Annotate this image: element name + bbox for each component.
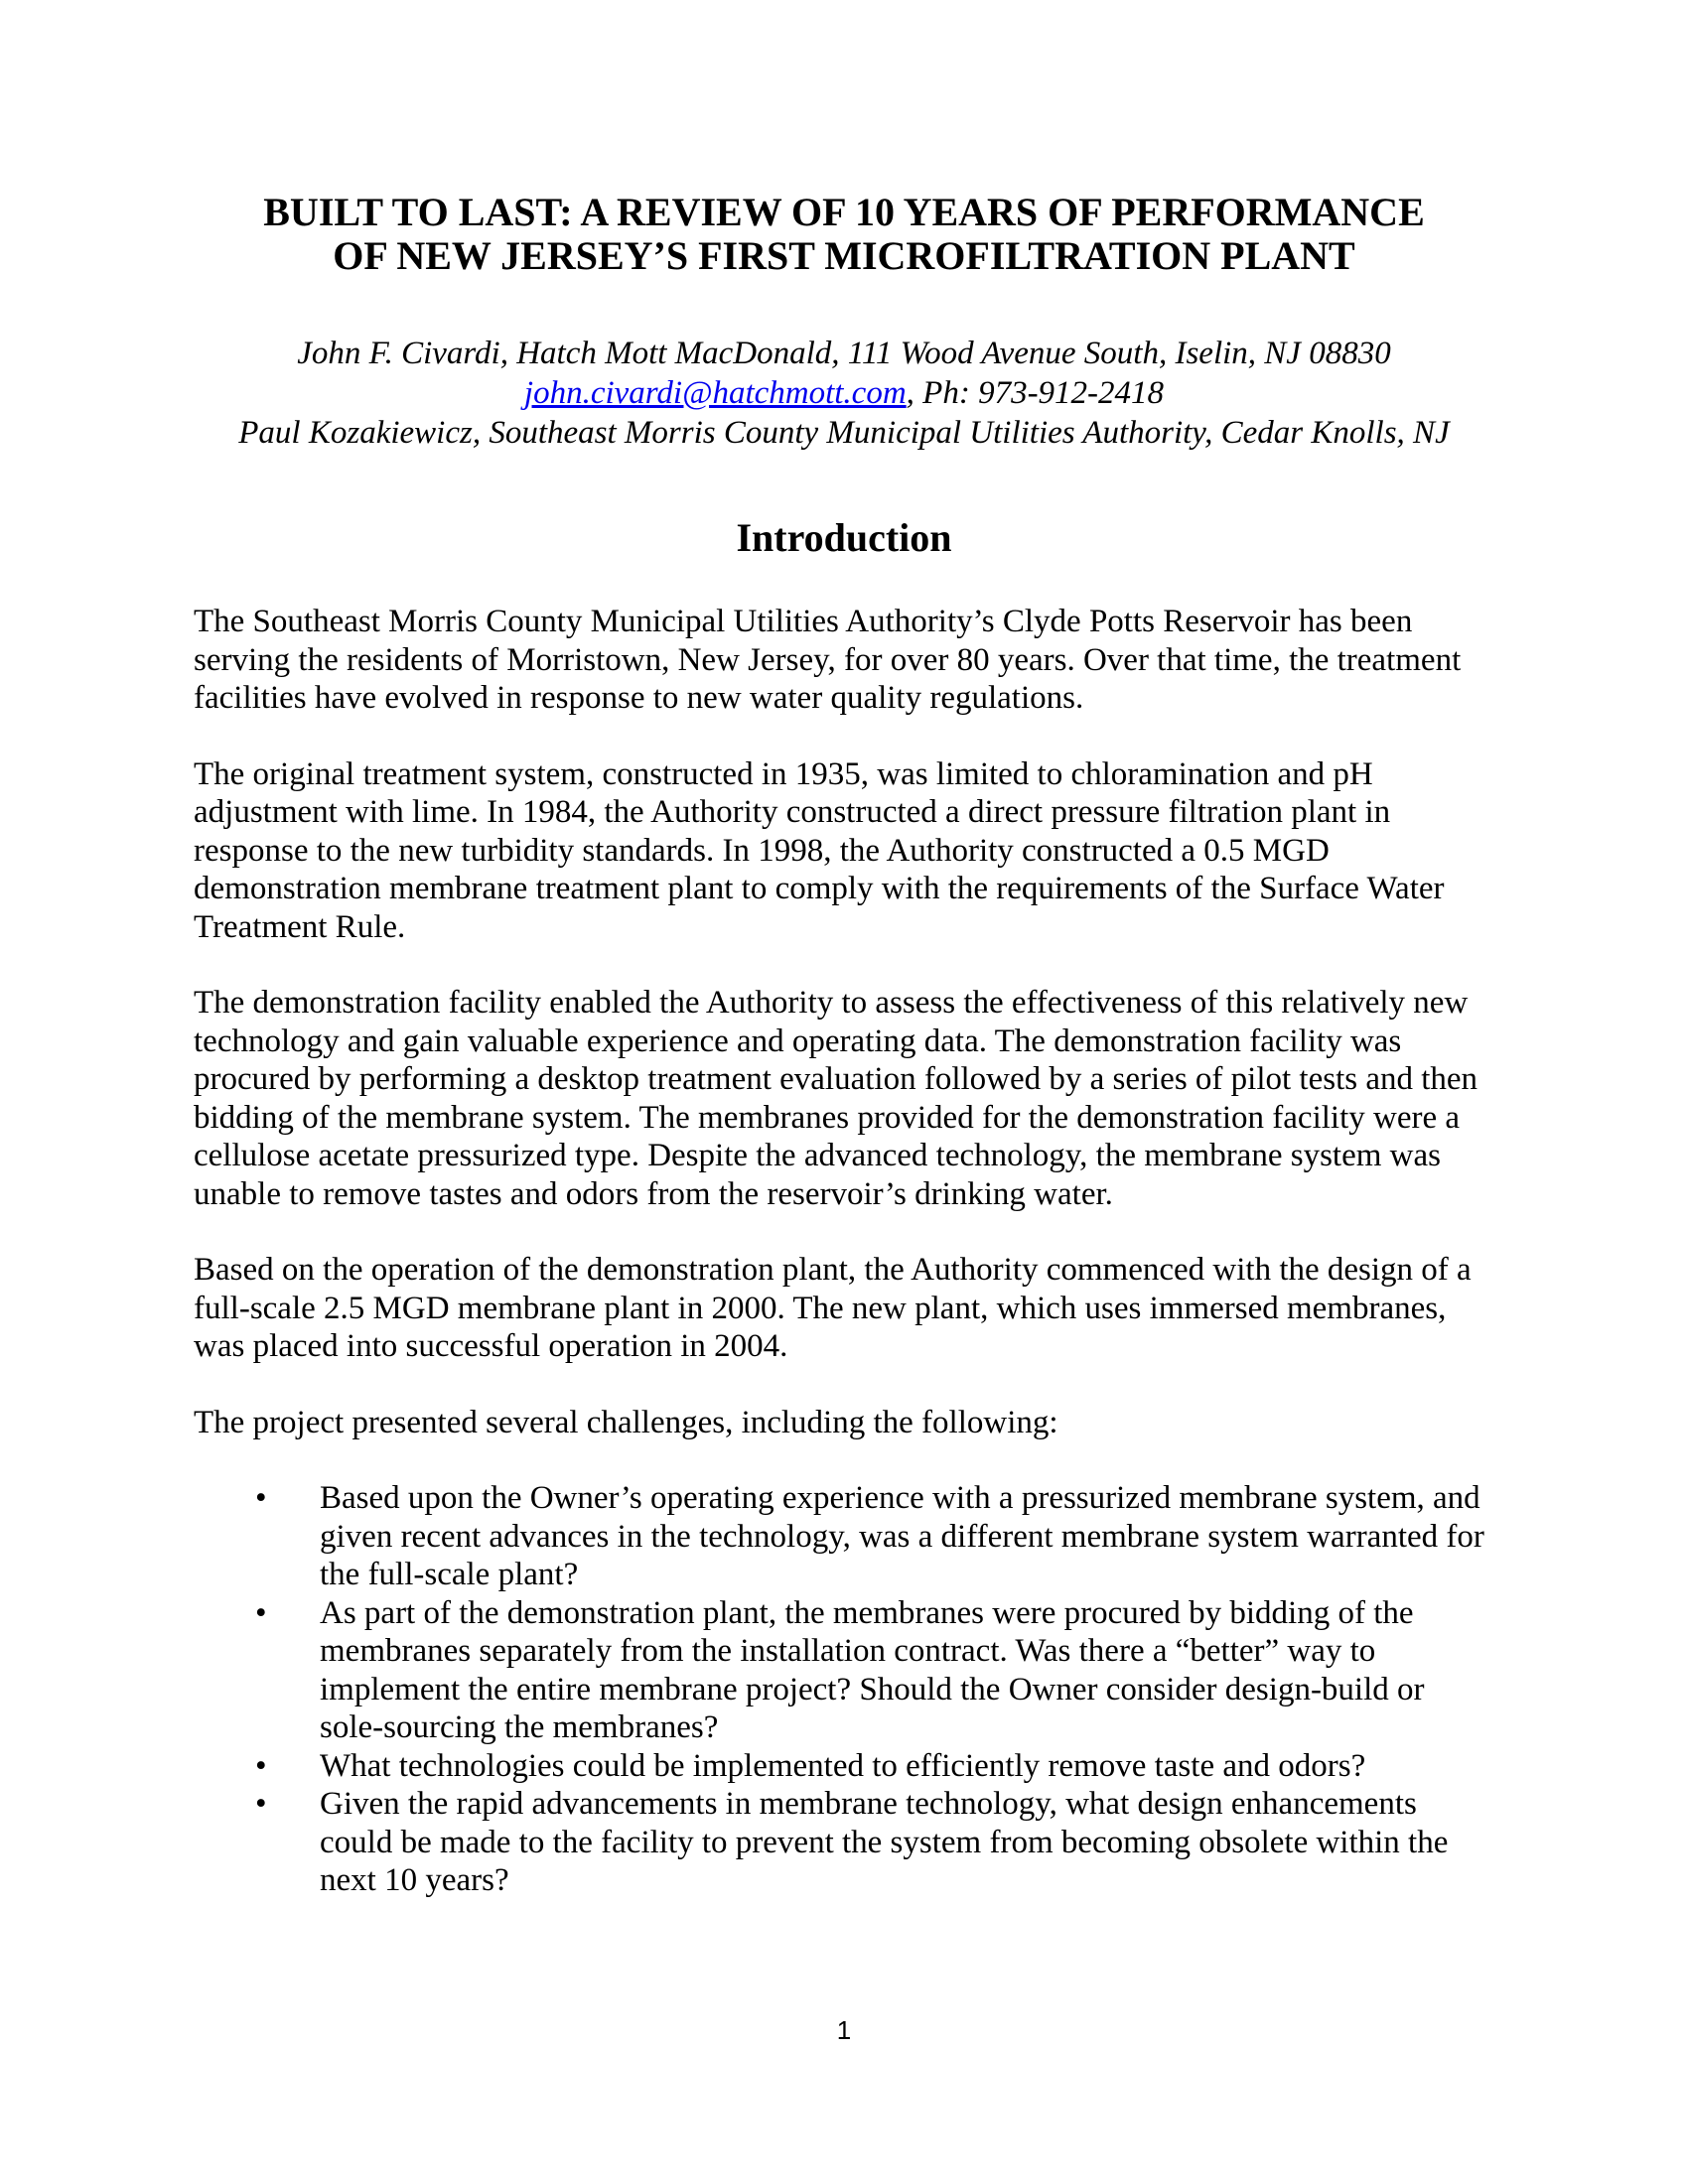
author-line-3: Paul Kozakiewicz, Southeast Morris County Municipal Utilities Authority, Cedar Knolls, NJ	[238, 415, 1450, 451]
bullet-item-4	[194, 1785, 1494, 1900]
paragraph-1: The Southeast Morris County Municipal Utilities Authority’s Clyde Potts Reservoir has been serving the residents of Morristown, New Jersey, for over 80 years. Over that time, the treatment facilities have evolved in response to new water quality regulations.	[194, 604, 1462, 716]
author-phone: , Ph: 973-912-2418	[906, 375, 1165, 411]
bullet-text-2: As part of the demonstration plant, the membranes were procured by bidding of the membranes separately from the installation contract. Was there a “better” way to implement the entire membrane project? Should the Owner consider design-build or sole-sourcing the membranes?	[320, 1594, 1425, 1745]
paragraph-5: The project presented several challenges, including the following:	[194, 1404, 1058, 1440]
bullet-text-3: What technologies could be implemented to efficiently remove taste and odors?	[320, 1747, 1366, 1784]
bullet-icon: •	[255, 1594, 267, 1631]
email-link[interactable]: john.civardi@hatchmott.com	[523, 375, 907, 411]
author-line-1: John F. Civardi, Hatch Mott MacDonald, 111 Wood Avenue South, Iselin, NJ 08830	[297, 336, 1391, 371]
bullet-icon: •	[255, 1786, 267, 1822]
bullet-item-2	[194, 1594, 1494, 1747]
author-block	[194, 334, 1494, 453]
bullet-item-3	[194, 1747, 1494, 1786]
section-heading-introduction: Introduction	[736, 515, 952, 560]
bullet-text-1: Based upon the Owner’s operating experience with a pressurized membrane system, and given recent advances in the technology, was a different membrane system warranted for the full-scale plant?	[320, 1480, 1484, 1592]
paper-title	[194, 191, 1494, 278]
paper-title-line-2: OF NEW JERSEY’S FIRST MICROFILTRATION PLANT	[333, 233, 1355, 278]
bullet-item-1	[194, 1479, 1494, 1594]
bullet-icon: •	[255, 1747, 267, 1784]
author-line-2	[194, 373, 1494, 413]
bullet-text-4: Given the rapid advancements in membrane technology, what design enhancements could be made to the facility to prevent the system from becoming obsolete within the next 10 years?	[320, 1786, 1449, 1898]
bullet-icon: •	[255, 1480, 267, 1516]
paragraph-2: The original treatment system, constructed in 1935, was limited to chloramination and pH adjustment with lime. In 1984, the Authority constructed a direct pressure filtration plant in response to the new turbidity standards. In 1998, the Authority constructed a 0.5 MGD demonstration membrane treatment plant to comply with the requirements of the Surface Water Treatment Rule.	[194, 755, 1445, 945]
bullet-list	[194, 1479, 1494, 1900]
page-number: 1	[836, 2015, 852, 2045]
paragraph-4: Based on the operation of the demonstration plant, the Authority commenced with the design of a full-scale 2.5 MGD membrane plant in 2000. The new plant, which uses immersed membranes, was placed into successful operation in 2004.	[194, 1252, 1472, 1364]
paper-title-line-1: BUILT TO LAST: A REVIEW OF 10 YEARS OF PERFORMANCE	[263, 190, 1425, 234]
paragraph-3: The demonstration facility enabled the Authority to assess the effectiveness of this relatively new technology and gain valuable experience and operating data. The demonstration facility was procured by performing a desktop treatment evaluation followed by a series of pilot tests and then bidding of the membrane system. The membranes provided for the demonstration facility were a cellulose acetate pressurized type. Despite the advanced technology, the membrane system was unable to remove tastes and odors from the reservoir’s drinking water.	[194, 985, 1478, 1212]
